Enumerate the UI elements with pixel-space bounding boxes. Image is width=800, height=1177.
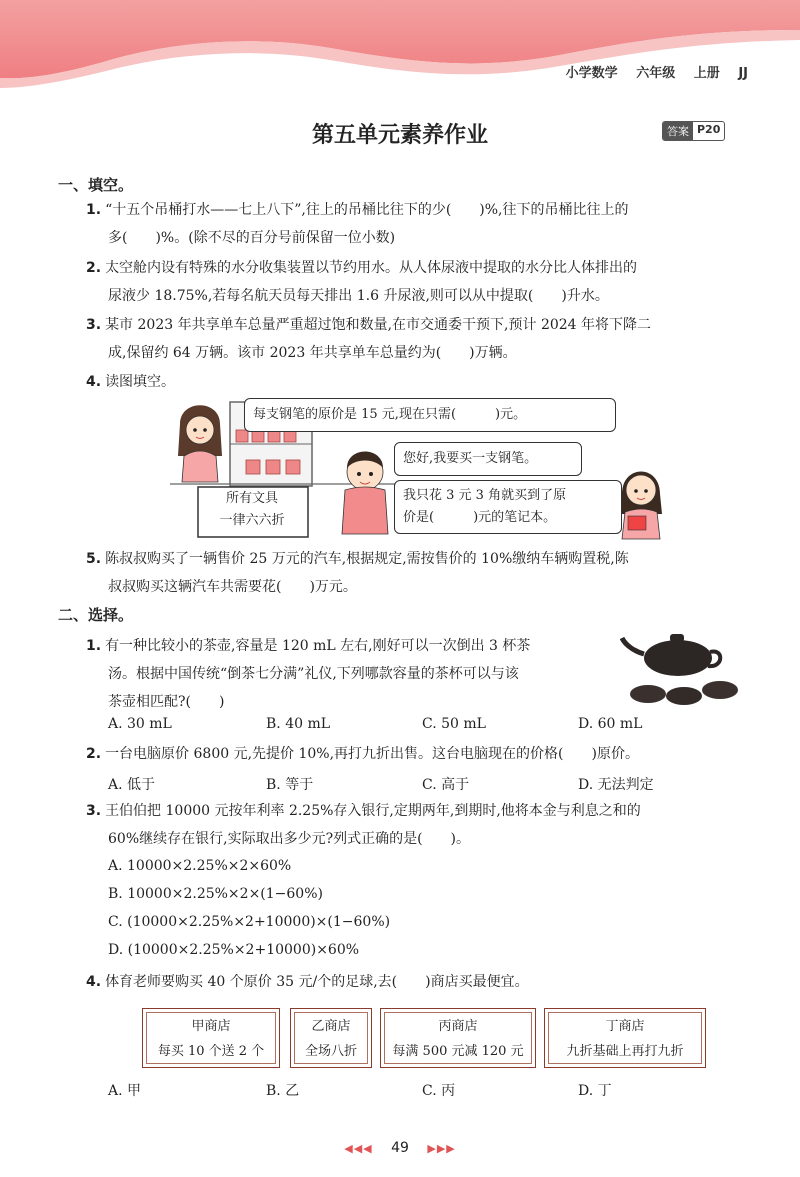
option-d[interactable]: D. 丁: [578, 1083, 612, 1099]
shop-card-yi: 乙商店 全场八折: [290, 1008, 372, 1068]
girl-speech-bubble: 我只花 3 元 3 角就买到了原 价是( )元的笔记本。: [394, 480, 622, 534]
edition-label: JJ: [738, 66, 748, 81]
price-speech-bubble: 每支钢笔的原价是 15 元,现在只需( )元。: [244, 398, 616, 432]
option-d[interactable]: D. 60 mL: [578, 716, 643, 732]
option-d[interactable]: D. (10000×2.25%×2+10000)×60%: [108, 942, 360, 958]
option-c[interactable]: C. 高于: [422, 777, 470, 793]
question-2-2: 2. 一台电脑原价 6800 元,先提价 10%,再打九折出售。这台电脑现在的价格( )原价。: [86, 746, 639, 762]
shop-card-jia: 甲商店 每买 10 个送 2 个: [142, 1008, 280, 1068]
question-2-1: 1. 有一种比较小的茶壶,容量是 120 mL 左右,刚好可以一次倒出 3 杯茶 汤。根据中国传统“倒茶七分满”礼仪,下列哪款容量的茶杯可以与该 茶壶相匹配?( ): [86, 638, 531, 710]
option-c[interactable]: C. (10000×2.25%×2+10000)×(1−60%): [108, 914, 391, 930]
question-2-3: 3. 王伯伯把 10000 元按年利率 2.25%存入银行,定期两年,到期时,他将本金与利息之和的 60%继续存在银行,实际取出多少元?列式正确的是( )。: [86, 803, 641, 847]
option-a[interactable]: A. 低于: [108, 777, 156, 793]
page-footer: [0, 1140, 800, 1156]
page-number: 49: [391, 1140, 409, 1156]
left-arrows-icon: ◀◀◀: [344, 1142, 373, 1155]
option-b[interactable]: B. 40 mL: [266, 716, 331, 732]
answer-page: P20: [697, 123, 721, 136]
option-a[interactable]: A. 30 mL: [108, 716, 172, 732]
question-1-3: 3. 某市 2023 年共享单车总量严重超过饱和数量,在市交通委干预下,预计 2024 年将下降二 成,保留约 64 万辆。该市 2023 年共享单车总量约为( )万辆。: [86, 317, 652, 361]
option-a[interactable]: A. 10000×2.25%×2×60%: [108, 858, 292, 874]
page-header: [0, 0, 800, 110]
grade-label: 六年级: [636, 66, 676, 81]
page-title: 第五单元素养作业: [311, 123, 488, 148]
shop-card-bing: 丙商店 每满 500 元减 120 元: [380, 1008, 536, 1068]
question-1-4: 4. 读图填空。: [86, 374, 176, 390]
shopkeeper-figure: [178, 405, 222, 482]
sale-sign-text: 所有文具 一律六六折: [219, 491, 285, 528]
answer-reference-badge[interactable]: [662, 121, 725, 141]
option-b[interactable]: B. 10000×2.25%×2×(1−60%): [108, 886, 323, 902]
header-wave: [0, 0, 800, 110]
girl-figure: [620, 472, 662, 540]
question-1-1: 1. “十五个吊桶打水——七上八下”,往上的吊桶比往下的少( )%,往下的吊桶比往上的 多( )%。(除不尽的百分号前保留一位小数): [86, 202, 629, 246]
subject-label: 小学数学: [565, 66, 618, 81]
section-heading-choice: 二、选择。: [58, 606, 134, 624]
option-c[interactable]: C. 丙: [422, 1083, 456, 1099]
option-c[interactable]: C. 50 mL: [422, 716, 486, 732]
teapot-illustration: [620, 628, 750, 708]
question-2-4: 4. 体育老师要购买 40 个原价 35 元/个的足球,去( )商店买最便宜。: [86, 974, 529, 990]
option-d[interactable]: D. 无法判定: [578, 777, 654, 793]
section-heading-fill-blank: 一、填空。: [58, 176, 134, 194]
boy-figure: [342, 452, 388, 535]
option-b[interactable]: B. 等于: [266, 777, 314, 793]
option-b[interactable]: B. 乙: [266, 1083, 300, 1099]
volume-label: 上册: [693, 66, 720, 81]
answer-label: 答案: [663, 122, 693, 140]
boy-speech-bubble: 您好,我要买一支钢笔。: [394, 442, 582, 476]
shop-card-ding: 丁商店 九折基础上再打九折: [544, 1008, 706, 1068]
option-a[interactable]: A. 甲: [108, 1083, 142, 1099]
question-1-5: 5. 陈叔叔购买了一辆售价 25 万元的汽车,根据规定,需按售价的 10%缴纳车辆购置税,陈 叔叔购买这辆汽车共需要花( )万元。: [86, 551, 629, 595]
question-1-2: 2. 太空舱内设有特殊的水分收集装置以节约用水。从人体尿液中提取的水分比人体排出的 尿液少 18.75%,若每名航天员每天排出 1.6 升尿液,则可以从中提取( )升水。: [86, 260, 638, 304]
right-arrows-icon: ▶▶▶: [427, 1142, 456, 1155]
header-info: [552, 62, 748, 81]
